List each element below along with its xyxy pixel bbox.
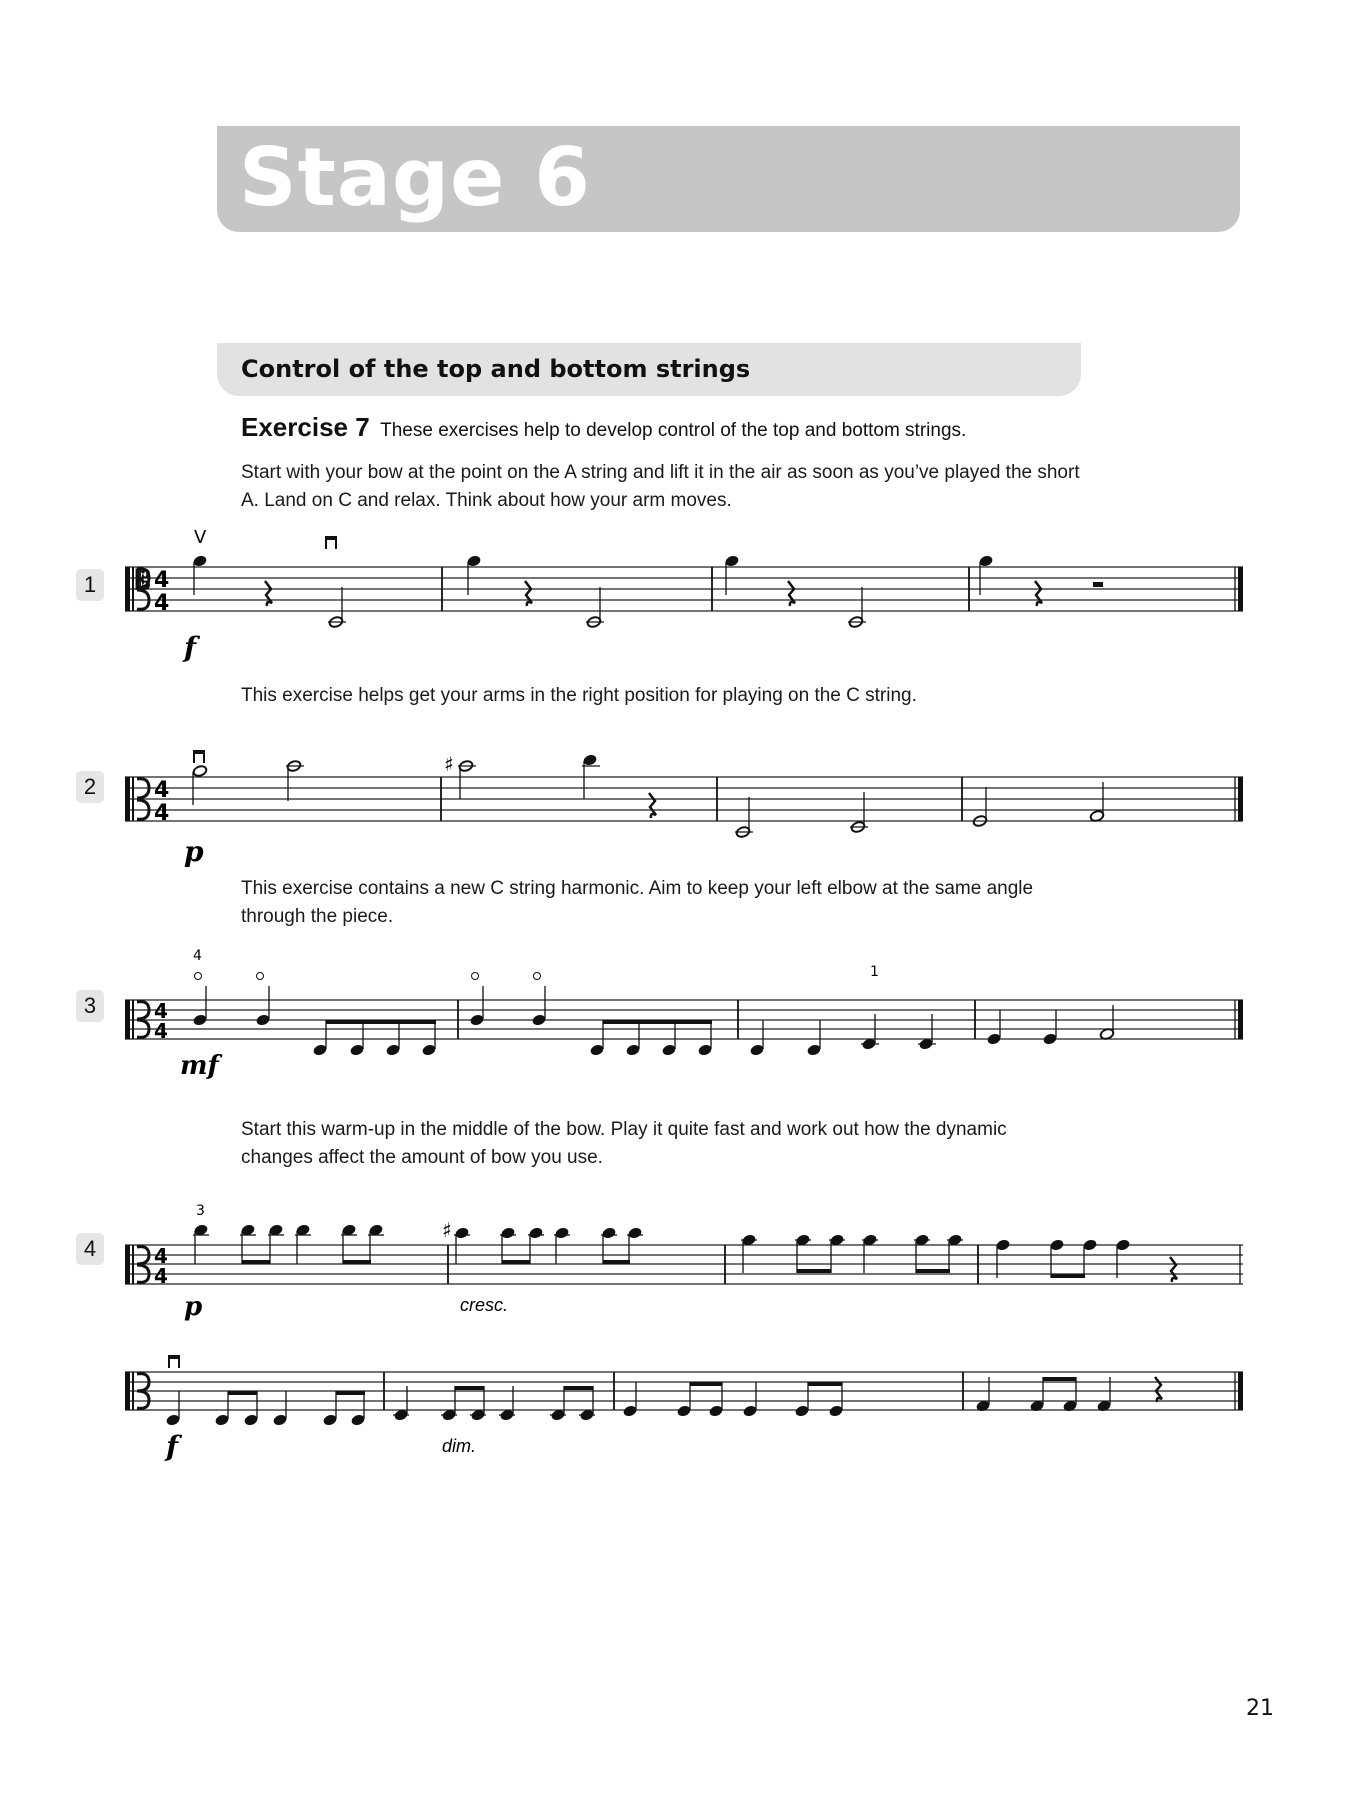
expression-cresc: cresc. <box>460 1295 509 1315</box>
time-sig-top: 4 <box>154 1244 168 1268</box>
quarter-rest-icon <box>1155 1377 1162 1402</box>
instruction-3: This exercise contains a new C string harmonic. Aim to keep your left elbow at the same angle through the piece. <box>241 878 1034 927</box>
exercise-number-4: 4 <box>76 1233 104 1265</box>
time-sig-top: 4 <box>154 999 168 1023</box>
exercise-label: Exercise 7 <box>241 412 370 442</box>
down-bow-icon <box>326 537 336 549</box>
svg-text:𝄡: 𝄡 <box>136 566 151 596</box>
staff-3 <box>0 940 1367 1081</box>
staff-4-continued <box>0 1330 1367 1463</box>
staff-2 <box>0 730 1367 868</box>
instruction-4: Start this warm-up in the middle of the bow. Play it quite fast and work out how the dynamic changes affect the amount of bow you use. <box>241 1119 1007 1168</box>
harmonic-icon <box>472 973 479 980</box>
section-header-bar <box>217 343 1081 396</box>
sharp-icon: ♯ <box>444 752 454 776</box>
stage-header-bar <box>217 126 1240 232</box>
dynamic-mf: mf <box>180 1051 219 1081</box>
half-rest-icon <box>1093 582 1103 587</box>
fingering-1: 1 <box>870 964 879 980</box>
page-number: 21 <box>1246 1696 1274 1721</box>
instruction-1: Start with your bow at the point on the A string and lift it in the air as soon as you’ve played the short A. Land on C and relax. Think about how your arm moves. <box>241 462 1080 511</box>
time-sig-bottom: 4 <box>154 1264 168 1288</box>
exercise-number-3: 3 <box>76 990 104 1022</box>
sharp-icon: ♯ <box>442 1218 452 1242</box>
time-sig-bottom: 4 <box>154 1019 168 1043</box>
alto-clef-icon <box>125 566 151 611</box>
time-sig-bottom: 4 <box>154 801 170 826</box>
down-bow-icon <box>194 751 204 763</box>
fingering-3: 3 <box>196 1203 205 1219</box>
up-bow-icon: V <box>194 527 207 548</box>
quarter-rest-icon <box>265 581 272 606</box>
exercise-number-2: 2 <box>76 771 104 803</box>
dynamic-p: p <box>184 1292 203 1322</box>
staff-1 <box>0 520 1367 664</box>
down-bow-icon <box>169 1356 179 1368</box>
time-sig-top: 4 <box>154 568 170 593</box>
quarter-rest-icon <box>649 793 656 818</box>
time-sig-bottom: 4 <box>154 591 170 616</box>
harmonic-icon <box>534 973 541 980</box>
instruction-2: This exercise helps get your arms in the right position for playing on the C string. <box>241 685 917 706</box>
staff-4 <box>0 1185 1367 1322</box>
dynamic-f: f <box>166 1430 179 1463</box>
dynamic-f: f <box>184 631 197 664</box>
expression-dim: dim. <box>442 1436 477 1456</box>
harmonic-icon <box>195 973 202 980</box>
stage-title: Stage 6 <box>239 131 591 224</box>
exercise-description: These exercises help to develop control of the top and bottom strings. <box>380 420 967 441</box>
exercise-number-1: 1 <box>76 569 104 601</box>
harmonic-icon <box>257 973 264 980</box>
section-title: Control of the top and bottom strings <box>241 355 751 383</box>
fingering-4: 4 <box>193 948 202 964</box>
dynamic-p: p <box>184 835 204 868</box>
quarter-rest-icon <box>1170 1257 1177 1282</box>
exercise-heading <box>241 412 966 443</box>
time-sig-top: 4 <box>154 778 170 803</box>
